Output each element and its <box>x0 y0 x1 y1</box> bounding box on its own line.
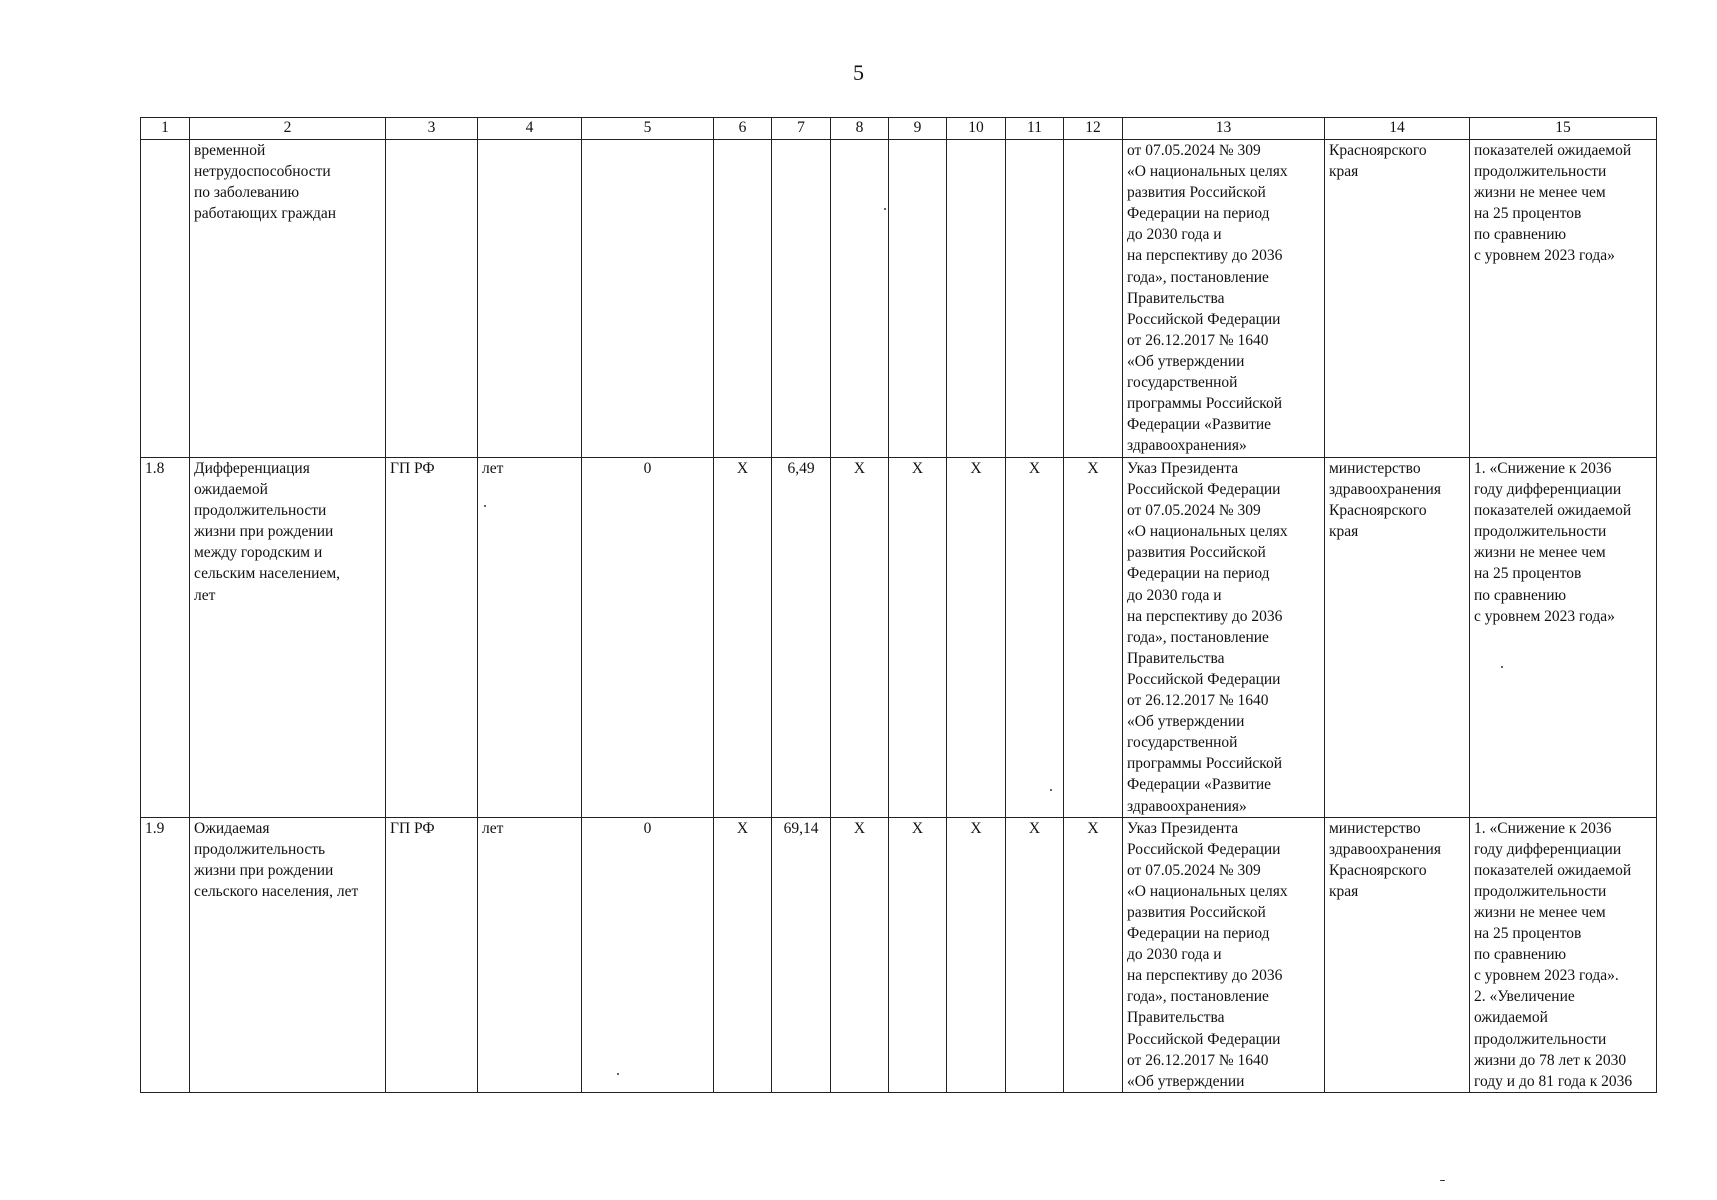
cell-col-8 <box>831 458 889 818</box>
cell-responsible <box>1325 140 1470 458</box>
cell-level <box>386 817 478 1092</box>
page-number: 5 <box>853 60 864 85</box>
cell-text: X <box>853 819 866 837</box>
cell-number <box>141 458 190 818</box>
cell-col-7 <box>772 817 831 1092</box>
cell-text: 0 <box>643 460 652 477</box>
cell-national-goal <box>1470 140 1657 458</box>
cell-col-7 <box>772 140 831 458</box>
cell-text: X <box>736 460 749 477</box>
cell-text: Красноярского края <box>1329 142 1427 181</box>
column-header: 9 <box>889 118 947 140</box>
cell-col-6 <box>714 458 772 818</box>
cell-text: X <box>970 819 982 837</box>
scan-speck <box>1440 1180 1445 1181</box>
cell-text: Указ Президента Российской Федерации от 07.05.2024 № 309 «О национальных целях развития Российской Федерации на период до 2030 года и на перспективу до 2036 года», постановление Правительства Российской Федерации от 26.12.2017 № 1640 «Об утверждении <box>1127 819 1288 1090</box>
cell-col-12 <box>1064 817 1123 1092</box>
cell-responsible <box>1325 458 1470 818</box>
column-header: 11 <box>1006 118 1064 140</box>
cell-text: X <box>1028 460 1041 477</box>
column-header: 1 <box>141 118 190 140</box>
cell-col-9 <box>889 140 947 458</box>
cell-text: 69,14 <box>783 819 819 837</box>
cell-indicator-name <box>190 817 386 1092</box>
cell-col-12 <box>1064 458 1123 818</box>
cell-text: министерство здравоохранения Красноярского края <box>1329 819 1441 900</box>
column-header: 3 <box>386 118 478 140</box>
cell-text: от 07.05.2024 № 309 «О национальных целях развития Российской Федерации на период до 2030 года и на перспективу до 2036 года», постановление Правительства Российской Федерации от 26.12.2017 № 1640 «Об утверждении государственной программы Российской Федерации «Развитие здравоохранения» <box>1127 142 1288 455</box>
cell-indicator-name <box>190 140 386 458</box>
cell-col-12 <box>1064 140 1123 458</box>
column-header: 14 <box>1325 118 1470 140</box>
column-header: 5 <box>582 118 714 140</box>
cell-text: X <box>911 460 924 477</box>
column-header: 12 <box>1064 118 1123 140</box>
cell-text: лет <box>482 819 504 837</box>
cell-col-8 <box>831 817 889 1092</box>
cell-text: Указ Президента Российской Федерации от 07.05.2024 № 309 «О национальных целях развития Российской Федерации на период до 2030 года и на перспективу до 2036 года», постановление Правительства Российской Федерации от 26.12.2017 № 1640 «Об утверждении государственной программы Российской Федерации «Развитие здравоохранения» <box>1127 460 1288 815</box>
cell-text: ГП РФ <box>390 460 435 477</box>
cell-legal-basis <box>1123 140 1325 458</box>
cell-legal-basis <box>1123 458 1325 818</box>
cell-col-10 <box>947 458 1006 818</box>
scan-speck <box>1501 666 1503 668</box>
cell-col-9 <box>889 817 947 1092</box>
scan-speck <box>617 1073 619 1075</box>
indicators-table <box>140 117 1657 1093</box>
cell-text: X <box>736 819 749 837</box>
cell-text: 1. «Снижение к 2036 году дифференциации показателей ожидаемой продолжительности жизни не менее чем на 25 процентов по сравнению с уровнем 2023 года» <box>1474 460 1632 625</box>
cell-unit <box>478 458 582 818</box>
cell-text: ГП РФ <box>390 819 435 837</box>
table-row <box>141 458 1657 818</box>
cell-indicator-name <box>190 458 386 818</box>
cell-national-goal <box>1470 817 1657 1092</box>
cell-unit <box>478 817 582 1092</box>
column-header: 2 <box>190 118 386 140</box>
cell-responsible <box>1325 817 1470 1092</box>
cell-col-11 <box>1006 817 1064 1092</box>
cell-text: показателей ожидаемой продолжительности жизни не менее чем на 25 процентов по сравнению с уровнем 2023 года» <box>1474 142 1632 265</box>
cell-col-8 <box>831 140 889 458</box>
cell-text: X <box>853 460 866 477</box>
cell-col-5 <box>582 458 714 818</box>
cell-col-9 <box>889 458 947 818</box>
cell-legal-basis <box>1123 817 1325 1092</box>
cell-number <box>141 817 190 1092</box>
column-header: 8 <box>831 118 889 140</box>
cell-text: 1.9 <box>145 819 165 837</box>
cell-col-5 <box>582 140 714 458</box>
cell-col-10 <box>947 817 1006 1092</box>
cell-text: 1. «Снижение к 2036 году дифференциации показателей ожидаемой продолжительности жизни не менее чем на 25 процентов по сравнению с уровнем 2023 года». 2. «Увеличение ожидаемой продолжительности жизни до 78 лет к 2030 году и до 81 года к 2036 <box>1474 819 1633 1090</box>
cell-col-6 <box>714 140 772 458</box>
cell-text: министерство здравоохранения Красноярского края <box>1329 460 1441 541</box>
cell-col-10 <box>947 140 1006 458</box>
cell-col-6 <box>714 817 772 1092</box>
column-header: 10 <box>947 118 1006 140</box>
cell-text: X <box>1087 460 1099 477</box>
cell-text: 1.8 <box>145 460 165 477</box>
column-number-row <box>141 118 1657 140</box>
scan-speck <box>484 505 486 507</box>
cell-col-7 <box>772 458 831 818</box>
cell-text: 6,49 <box>787 460 815 477</box>
cell-unit <box>478 140 582 458</box>
cell-level <box>386 458 478 818</box>
column-header: 6 <box>714 118 772 140</box>
scan-speck <box>1050 789 1052 791</box>
cell-number <box>141 140 190 458</box>
scan-speck <box>884 208 886 210</box>
cell-text: Дифференциация ожидаемой продолжительности жизни при рождении между городским и сельским населением, лет <box>194 460 341 604</box>
cell-col-5 <box>582 817 714 1092</box>
column-header: 4 <box>478 118 582 140</box>
cell-level <box>386 140 478 458</box>
column-header: 13 <box>1123 118 1325 140</box>
cell-col-11 <box>1006 140 1064 458</box>
cell-col-11 <box>1006 458 1064 818</box>
column-header: 15 <box>1470 118 1657 140</box>
cell-text: временной нетрудоспособности по заболеванию работающих граждан <box>194 142 337 223</box>
column-header: 7 <box>772 118 831 140</box>
cell-text: лет <box>482 460 504 477</box>
cell-text: Ожидаемая продолжительность жизни при рождении сельского населения, лет <box>194 819 359 900</box>
table-row <box>141 140 1657 458</box>
cell-text: X <box>1028 819 1041 837</box>
cell-text: 0 <box>643 819 652 837</box>
cell-national-goal <box>1470 458 1657 818</box>
cell-text: X <box>911 819 924 837</box>
cell-text: X <box>970 460 982 477</box>
cell-text: X <box>1087 819 1099 837</box>
table-row <box>141 817 1657 1092</box>
